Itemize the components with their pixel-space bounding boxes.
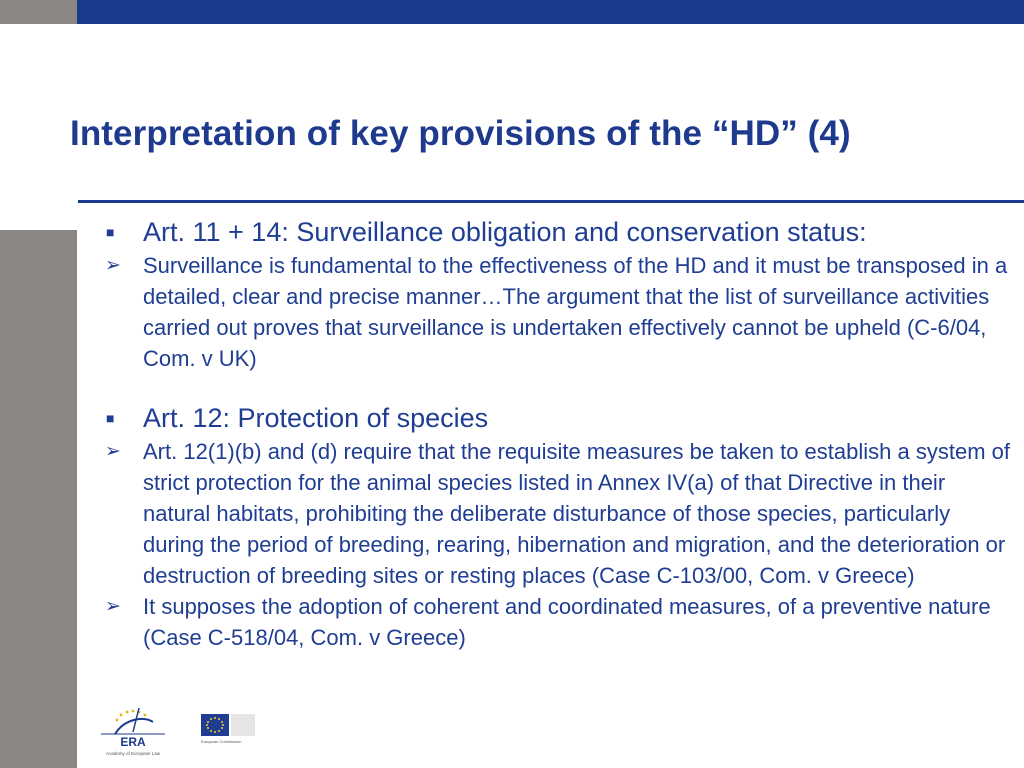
eu-commission-logo: [187, 712, 259, 758]
era-logo: [95, 704, 175, 760]
arrow-bullet-icon: ➢: [105, 255, 121, 276]
section-heading-text: Art. 11 + 14: Surveillance obligation and conservation status:: [143, 217, 867, 247]
arrow-bullet-icon: ➢: [105, 596, 121, 617]
list-item-text: Surveillance is fundamental to the effectiveness of the HD and it must be transposed in a detailed, clear and precise manner…The argument that the list of surveillance activities carried out proves that surveillance is undertaken effectively cannot be upheld (C-6/04, Com. v UK): [143, 253, 1008, 371]
square-bullet-icon: ■: [106, 224, 115, 240]
slide-title: Interpretation of key provisions of the “HD” (4): [70, 114, 851, 153]
eu-logo-text: European Commission: [201, 739, 242, 744]
left-gray-strip: [0, 230, 77, 768]
section-heading: [100, 400, 1010, 436]
list-item-text: Art. 12(1)(b) and (d) require that the requisite measures be taken to establish a system of strict protection for the animal species listed in Annex IV(a) of that Directive in their natural habitats, prohibiting the deliberate disturbance of those species, particularly during the period of breeding, rearing, hibernation and migration, and the deterioration or destruction of breeding sites or resting places (Case C-103/00, Com. v Greece): [143, 439, 1010, 588]
square-bullet-icon: ■: [106, 410, 115, 426]
slide-content: [100, 214, 1010, 653]
arrow-bullet-icon: ➢: [105, 441, 121, 462]
section-heading: [100, 214, 1010, 250]
list-item-text: It supposes the adoption of coherent and coordinated measures, of a preventive nature (Case C-518/04, Com. v Greece): [143, 594, 991, 650]
list-item: [100, 250, 1010, 374]
list-item: [100, 591, 1010, 653]
section-heading-text: Art. 12: Protection of species: [143, 403, 489, 433]
top-blue-bar: [77, 0, 1024, 24]
era-logo-text: ERA: [120, 735, 146, 749]
era-logo-tagline: Academy of European Law: [105, 751, 161, 756]
list-item: [100, 436, 1010, 591]
title-underline: [78, 200, 1024, 203]
top-gray-bar: [0, 0, 77, 24]
